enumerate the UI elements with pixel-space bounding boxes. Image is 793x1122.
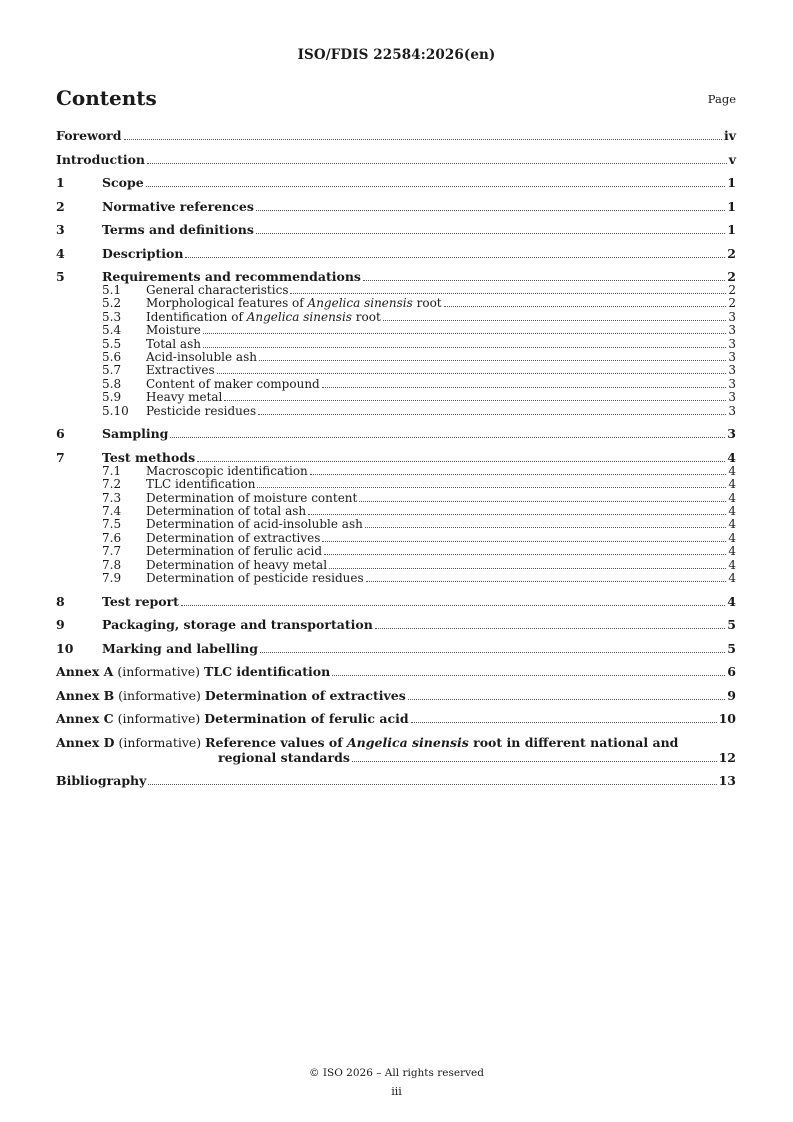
dot-leader bbox=[308, 513, 726, 515]
toc-page: 4 bbox=[728, 490, 736, 505]
species-name: Angelica sinensis bbox=[246, 309, 352, 324]
toc-entry-bibliography[interactable] bbox=[56, 773, 736, 788]
annex-label: Annex D bbox=[56, 734, 115, 750]
toc-entry-sampling[interactable] bbox=[56, 426, 736, 441]
toc-subentry-7-4[interactable] bbox=[56, 505, 736, 518]
toc-title: Heavy metal bbox=[146, 390, 223, 405]
toc-number: 5.1 bbox=[102, 283, 122, 297]
dot-leader bbox=[170, 436, 725, 438]
toc-title: Introduction bbox=[56, 151, 146, 167]
title-part: root in different national and bbox=[468, 734, 679, 750]
dot-leader bbox=[256, 232, 725, 234]
dot-leader bbox=[408, 698, 726, 700]
toc-number: 4 bbox=[56, 245, 65, 261]
toc-title: Determination of pesticide residues bbox=[146, 571, 364, 586]
toc-page: 4 bbox=[727, 449, 736, 465]
toc-page: 3 bbox=[727, 426, 736, 442]
toc-page: 4 bbox=[728, 463, 736, 478]
toc-number: 5.9 bbox=[102, 390, 122, 405]
dot-leader bbox=[411, 721, 717, 723]
dot-leader bbox=[366, 580, 727, 582]
toc-number: 7.8 bbox=[102, 557, 122, 572]
species-name: Angelica sinensis bbox=[307, 296, 413, 311]
toc-subentry-7-1[interactable] bbox=[56, 465, 736, 478]
title-part: root bbox=[351, 309, 381, 324]
toc-page: 2 bbox=[728, 283, 736, 297]
toc-page: 1 bbox=[727, 198, 736, 214]
toc-number: 9 bbox=[56, 617, 65, 633]
toc-title: Determination of acid-insoluble ash bbox=[146, 517, 363, 532]
toc-page: 3 bbox=[728, 363, 736, 378]
dot-leader bbox=[146, 185, 726, 187]
toc-page: 4 bbox=[728, 517, 736, 532]
dot-leader bbox=[147, 162, 727, 164]
annex-title: TLC identification bbox=[204, 664, 331, 680]
toc-page: 3 bbox=[728, 309, 736, 324]
toc-entry-annex-c[interactable] bbox=[56, 711, 736, 726]
dot-leader bbox=[260, 651, 725, 653]
toc-page: 4 bbox=[728, 544, 736, 559]
dot-leader bbox=[124, 138, 722, 140]
toc-number: 3 bbox=[56, 222, 65, 237]
dot-leader bbox=[185, 256, 725, 258]
toc-entry-annex-d[interactable] bbox=[56, 735, 736, 750]
dot-leader bbox=[197, 460, 725, 462]
title-part: root bbox=[412, 296, 442, 311]
dot-leader bbox=[332, 674, 725, 676]
dot-leader bbox=[259, 359, 726, 361]
toc-number: 5.2 bbox=[102, 296, 122, 311]
dot-leader bbox=[203, 332, 726, 334]
toc-number: 7.2 bbox=[102, 477, 122, 492]
toc-number: 5.3 bbox=[102, 309, 122, 324]
toc-number: 5.8 bbox=[102, 376, 122, 391]
annex-kind: (informative) bbox=[113, 664, 205, 680]
toc-title: Normative references bbox=[102, 198, 254, 214]
toc-page: 4 bbox=[728, 477, 736, 492]
annex-kind: (informative) bbox=[114, 734, 206, 750]
toc-title: TLC identification bbox=[146, 477, 256, 492]
toc-number: 5.4 bbox=[102, 323, 122, 338]
toc-page: 4 bbox=[728, 504, 736, 519]
toc-title: Marking and labelling bbox=[102, 640, 259, 656]
toc-entry-scope[interactable] bbox=[56, 175, 736, 190]
dot-leader bbox=[257, 486, 726, 488]
toc-entry-introduction[interactable] bbox=[56, 152, 736, 167]
annex-label: Annex A bbox=[56, 664, 114, 680]
toc-title: Sampling bbox=[102, 426, 169, 442]
toc-page: 2 bbox=[728, 296, 736, 311]
toc-number: 7.5 bbox=[102, 517, 122, 532]
title-part: Identification of bbox=[146, 309, 247, 324]
title-part: Reference values of bbox=[205, 734, 347, 750]
toc-number: 7.9 bbox=[102, 571, 122, 586]
toc-number: 7.7 bbox=[102, 544, 122, 559]
toc-page: 2 bbox=[727, 269, 736, 284]
toc-title bbox=[56, 711, 409, 726]
dot-leader bbox=[290, 292, 726, 294]
toc-title: Total ash bbox=[146, 336, 201, 351]
dot-leader bbox=[324, 553, 726, 555]
toc-number: 5.10 bbox=[102, 403, 129, 418]
toc-number: 7.4 bbox=[102, 504, 122, 519]
dot-leader bbox=[148, 783, 716, 785]
toc-subentry-7-6[interactable] bbox=[56, 532, 736, 545]
annex-label: Annex C bbox=[56, 711, 114, 727]
dot-leader bbox=[352, 760, 717, 762]
toc-title: Bibliography bbox=[56, 773, 147, 789]
toc-title: Macroscopic identification bbox=[146, 463, 308, 478]
toc-number: 8 bbox=[56, 593, 65, 609]
toc-title: Scope bbox=[102, 175, 144, 190]
toc-subentry-7-7[interactable] bbox=[56, 545, 736, 558]
toc-page: 6 bbox=[727, 664, 736, 680]
toc-subentry-5-8[interactable] bbox=[56, 378, 736, 391]
toc-subentry-7-2[interactable] bbox=[56, 478, 736, 491]
toc-title bbox=[56, 735, 678, 750]
dot-leader bbox=[363, 279, 725, 281]
toc-page: 3 bbox=[728, 403, 736, 418]
dot-leader bbox=[310, 473, 727, 475]
toc-entry-test-report[interactable] bbox=[56, 594, 736, 609]
toc-title bbox=[56, 688, 406, 703]
dot-leader bbox=[322, 540, 726, 542]
dot-leader bbox=[217, 372, 727, 374]
toc-title: Determination of total ash bbox=[146, 504, 307, 519]
dot-leader bbox=[383, 319, 727, 321]
toc-title: Determination of heavy metal bbox=[146, 557, 328, 572]
toc-page: 12 bbox=[718, 749, 736, 765]
annex-kind: (informative) bbox=[114, 687, 205, 703]
toc-title: Description bbox=[102, 245, 184, 261]
dot-leader bbox=[256, 209, 725, 211]
annex-label: Annex B bbox=[56, 687, 115, 703]
toc-subentry-5-4[interactable] bbox=[56, 324, 736, 337]
annex-title: Determination of extractives bbox=[204, 687, 406, 703]
toc-title: Determination of ferulic acid bbox=[146, 544, 323, 559]
toc-subentry-5-2[interactable] bbox=[56, 297, 736, 310]
toc-page: iv bbox=[723, 128, 736, 143]
toc-page: 10 bbox=[718, 711, 736, 727]
toc-number: 5 bbox=[56, 269, 65, 284]
toc-page: 5 bbox=[727, 640, 736, 656]
page-number: iii bbox=[391, 1085, 402, 1098]
toc-subentry-7-5[interactable] bbox=[56, 518, 736, 531]
toc-page: 5 bbox=[727, 617, 736, 633]
toc-entry-normative-references[interactable] bbox=[56, 199, 736, 214]
contents-title: Contents bbox=[56, 86, 157, 110]
toc-subentry-5-10[interactable] bbox=[56, 405, 736, 418]
toc-page: 4 bbox=[728, 530, 736, 545]
dot-leader bbox=[203, 346, 726, 348]
toc-page: 4 bbox=[728, 557, 736, 572]
toc-title: Extractives bbox=[146, 363, 215, 378]
dot-leader bbox=[322, 386, 727, 388]
toc-number: 1 bbox=[56, 175, 65, 190]
toc-entry-terms-definitions[interactable] bbox=[56, 222, 736, 237]
toc-title: Foreword bbox=[56, 128, 122, 143]
toc-entry-description[interactable] bbox=[56, 246, 736, 261]
toc-number: 7 bbox=[56, 449, 65, 465]
dot-leader bbox=[224, 399, 726, 401]
toc-title: regional standards bbox=[218, 749, 350, 765]
species-name: Angelica sinensis bbox=[346, 734, 469, 750]
toc-entry-packaging[interactable] bbox=[56, 617, 736, 632]
toc-page: 1 bbox=[727, 175, 736, 190]
toc-page: 3 bbox=[728, 390, 736, 405]
toc-title bbox=[56, 664, 330, 679]
toc-entry-foreword[interactable] bbox=[56, 128, 736, 143]
toc-title: Test report bbox=[102, 593, 179, 609]
dot-leader bbox=[359, 500, 726, 502]
toc-page: 1 bbox=[727, 222, 736, 237]
toc-number: 7.6 bbox=[102, 530, 122, 545]
dot-leader bbox=[181, 604, 725, 606]
toc-subentry-5-5[interactable] bbox=[56, 338, 736, 351]
toc-entry-annex-a[interactable] bbox=[56, 664, 736, 679]
toc-title: Determination of extractives bbox=[146, 530, 321, 545]
toc-subentry-5-3[interactable] bbox=[56, 311, 736, 324]
toc-number: 2 bbox=[56, 198, 65, 214]
toc-subentry-5-6[interactable] bbox=[56, 351, 736, 364]
toc-subentry-5-1[interactable] bbox=[56, 284, 736, 297]
toc-entry-requirements[interactable] bbox=[56, 269, 736, 284]
toc-title bbox=[146, 311, 381, 324]
dot-leader bbox=[329, 567, 726, 569]
toc-title bbox=[146, 297, 442, 310]
toc-title: General characteristics bbox=[146, 283, 289, 297]
dot-leader bbox=[444, 305, 727, 307]
toc-subentry-5-7[interactable] bbox=[56, 364, 736, 377]
toc-title: Test methods bbox=[102, 449, 196, 465]
toc-number: 5.6 bbox=[102, 349, 122, 364]
toc-title: Packaging, storage and transportation bbox=[102, 617, 373, 633]
toc-title: Acid-insoluble ash bbox=[146, 349, 257, 364]
toc-title: Requirements and recommendations bbox=[102, 269, 361, 284]
toc-page: 2 bbox=[727, 245, 736, 261]
toc-title: Content of maker compound bbox=[146, 376, 320, 391]
toc-number: 5.5 bbox=[102, 336, 122, 351]
toc-subentry-7-9[interactable] bbox=[56, 572, 736, 585]
toc-page: 13 bbox=[718, 773, 736, 789]
dot-leader bbox=[258, 413, 726, 415]
toc-page: 4 bbox=[727, 593, 736, 609]
toc-subentry-7-3[interactable] bbox=[56, 492, 736, 505]
copyright-footer: © ISO 2026 – All rights reserved bbox=[309, 1067, 484, 1079]
toc-page: 4 bbox=[728, 571, 736, 586]
toc-page: v bbox=[728, 151, 736, 167]
toc-entry-annex-d-continued[interactable] bbox=[56, 750, 736, 765]
toc-number: 6 bbox=[56, 426, 65, 442]
toc-page: 3 bbox=[728, 336, 736, 351]
table-of-contents bbox=[56, 128, 736, 788]
toc-subentry-5-9[interactable] bbox=[56, 391, 736, 404]
toc-number: 7.1 bbox=[102, 463, 122, 478]
toc-entry-marking[interactable] bbox=[56, 641, 736, 656]
toc-entry-annex-b[interactable] bbox=[56, 688, 736, 703]
toc-title: Terms and definitions bbox=[102, 222, 254, 237]
toc-title: Determination of moisture content bbox=[146, 490, 358, 505]
page-column-label: Page bbox=[707, 92, 736, 106]
annex-kind: (informative) bbox=[113, 711, 205, 727]
toc-entry-test-methods[interactable] bbox=[56, 450, 736, 465]
toc-number: 10 bbox=[56, 640, 74, 656]
toc-page: 3 bbox=[728, 376, 736, 391]
toc-subentry-7-8[interactable] bbox=[56, 559, 736, 572]
toc-title: Pesticide residues bbox=[146, 403, 257, 418]
toc-page: 3 bbox=[728, 323, 736, 338]
toc-title: Moisture bbox=[146, 323, 201, 338]
dot-leader bbox=[375, 627, 726, 629]
dot-leader bbox=[365, 526, 727, 528]
toc-page: 3 bbox=[728, 349, 736, 364]
toc-number: 5.7 bbox=[102, 363, 122, 378]
toc-page: 9 bbox=[727, 687, 736, 703]
toc-number: 7.3 bbox=[102, 490, 122, 505]
title-part: Morphological features of bbox=[146, 296, 308, 311]
annex-title: Determination of ferulic acid bbox=[204, 711, 409, 727]
document-id: ISO/FDIS 22584:2026(en) bbox=[297, 47, 496, 63]
